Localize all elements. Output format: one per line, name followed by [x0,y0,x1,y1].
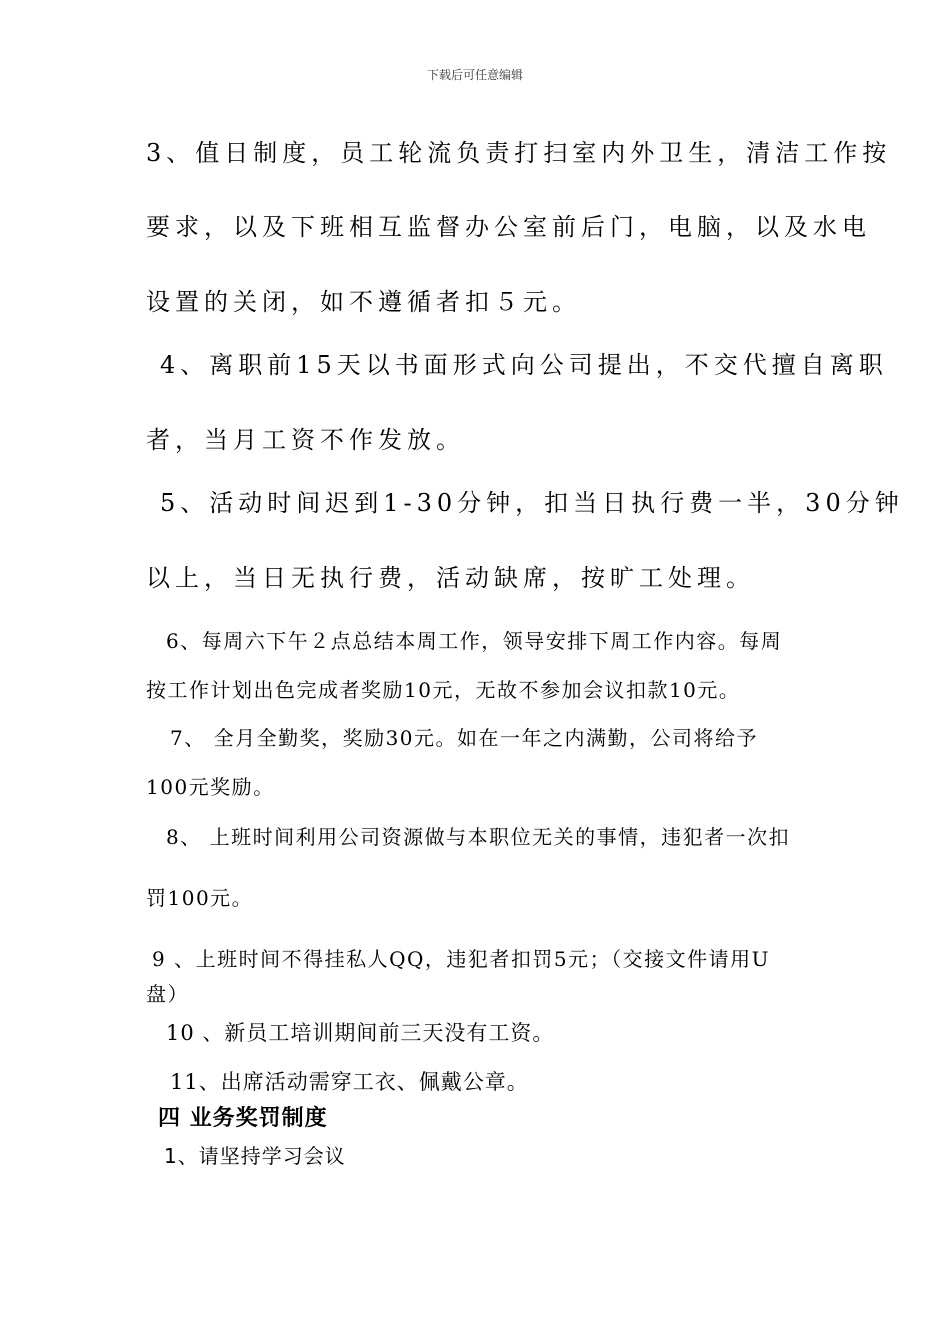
page-header: 下载后可任意编辑 [426,68,523,82]
paragraph-line: 10 、新员工培训期间前三天没有工资。 [166,1021,555,1045]
paragraph-line: 盘） [146,982,189,1006]
paragraph-line: 罚100元。 [146,886,254,910]
paragraph-line: 9 、上班时间不得挂私人QQ，违犯者扣罚5元；（交接文件请用U [152,947,770,971]
paragraph-line: 5、活动时间迟到1-30分钟，扣当日执行费一半，30分钟 [160,489,904,517]
paragraph-line: 以上，当日无执行费，活动缺席，按旷工处理。 [146,564,755,592]
paragraph-line: 者，当月工资不作发放。 [146,426,465,454]
paragraph-line: 6、每周六下午２点总结本周工作，领导安排下周工作内容。每周 [166,629,783,653]
paragraph-line: 按工作计划出色完成者奖励10元，无故不参加会议扣款10元。 [146,678,741,702]
paragraph-line: 8、 上班时间利用公司资源做与本职位无关的事情，违犯者一次扣 [166,825,791,849]
paragraph-line: 7、 全月全勤奖，奖励30元。如在一年之内满勤，公司将给予 [170,726,759,750]
paragraph-line: 11、出席活动需穿工衣、佩戴公章。 [170,1070,529,1094]
paragraph-line: 要求，以及下班相互监督办公室前后门，电脑，以及水电 [146,213,871,241]
paragraph-line: 100元奖励。 [146,775,275,799]
paragraph-line: 3、值日制度，员工轮流负责打扫室内外卫生，清洁工作按 [146,139,892,167]
section-heading: 四 业务奖罚制度 [158,1106,328,1131]
paragraph-line: 设置的关闭，如不遵循者扣５元。 [146,288,581,316]
section-item: 1、请坚持学习会议 [164,1144,346,1168]
paragraph-line: 4、离职前15天以书面形式向公司提出，不交代擅自离职 [160,351,888,379]
